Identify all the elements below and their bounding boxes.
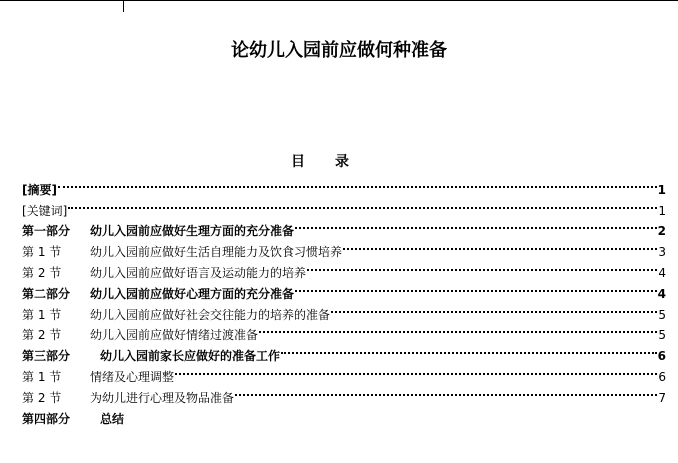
toc-page-number: 3 (658, 245, 666, 260)
toc-page-number: 4 (658, 265, 666, 280)
toc-page-number: 1 (658, 203, 666, 218)
toc-page-number: 5 (658, 307, 666, 322)
toc-page-number: 6 (658, 369, 666, 384)
toc-leader-dots (295, 215, 657, 236)
toc-entry-label: 第 1 节 情绪及心理调整 (22, 369, 175, 384)
toc-leader-dots (331, 298, 657, 319)
toc-heading-char-2: 录 (335, 154, 349, 170)
toc-entry-label: 第二部分 幼儿入园前应做好心理方面的充分准备 (22, 286, 295, 301)
toc-leader-dots (343, 235, 657, 256)
toc-leader-dots (307, 256, 657, 277)
toc-entry-label: 第 2 节 为幼儿进行心理及物品准备 (22, 390, 235, 405)
table-of-contents (22, 173, 666, 426)
toc-entry-label: 第 1 节 幼儿入园前应做好社会交往能力的培养的准备 (22, 307, 331, 322)
text-cursor (123, 0, 124, 12)
toc-entry-label: 第一部分 幼儿入园前应做好生理方面的充分准备 (22, 224, 295, 239)
toc-page-number: 5 (658, 328, 666, 343)
toc-heading-char-1: 目 (291, 154, 305, 170)
toc-leader-dots (125, 402, 657, 423)
toc-leader-dots (58, 173, 657, 194)
toc-entry-label: 第 2 节 幼儿入园前应做好语言及运动能力的培养 (22, 265, 307, 280)
toc-entry-label: [关键词] (22, 203, 68, 218)
toc-entry[interactable] (22, 194, 666, 218)
toc-entry-label: 第 1 节 幼儿入园前应做好生活自理能力及饮食习惯培养 (22, 245, 343, 260)
toc-page-number: 7 (658, 390, 666, 405)
toc-leader-dots (281, 339, 657, 360)
toc-entry-label: [摘要] (22, 182, 57, 197)
toc-heading (291, 151, 349, 171)
toc-leader-dots (259, 319, 657, 340)
toc-page-number: 2 (657, 224, 666, 239)
toc-leader-dots (235, 381, 657, 402)
toc-entry[interactable] (22, 173, 666, 197)
toc-entry[interactable] (22, 215, 666, 239)
toc-page-number: 4 (657, 286, 666, 301)
toc-leader-dots (68, 194, 657, 215)
toc-page-number: 6 (657, 349, 666, 364)
toc-entry-label: 第四部分 总结 (22, 411, 125, 426)
toc-entry-label: 第三部分 幼儿入园前家长应做好的准备工作 (22, 349, 281, 364)
toc-leader-dots (295, 277, 657, 298)
toc-page-number: 1 (657, 182, 666, 197)
toc-leader-dots (175, 360, 657, 381)
toc-entry-label: 第 2 节 幼儿入园前应做好情绪过渡准备 (22, 328, 259, 343)
document-title: 论幼儿入园前应做何种准备 (231, 40, 447, 61)
page-top-border (0, 0, 678, 1)
